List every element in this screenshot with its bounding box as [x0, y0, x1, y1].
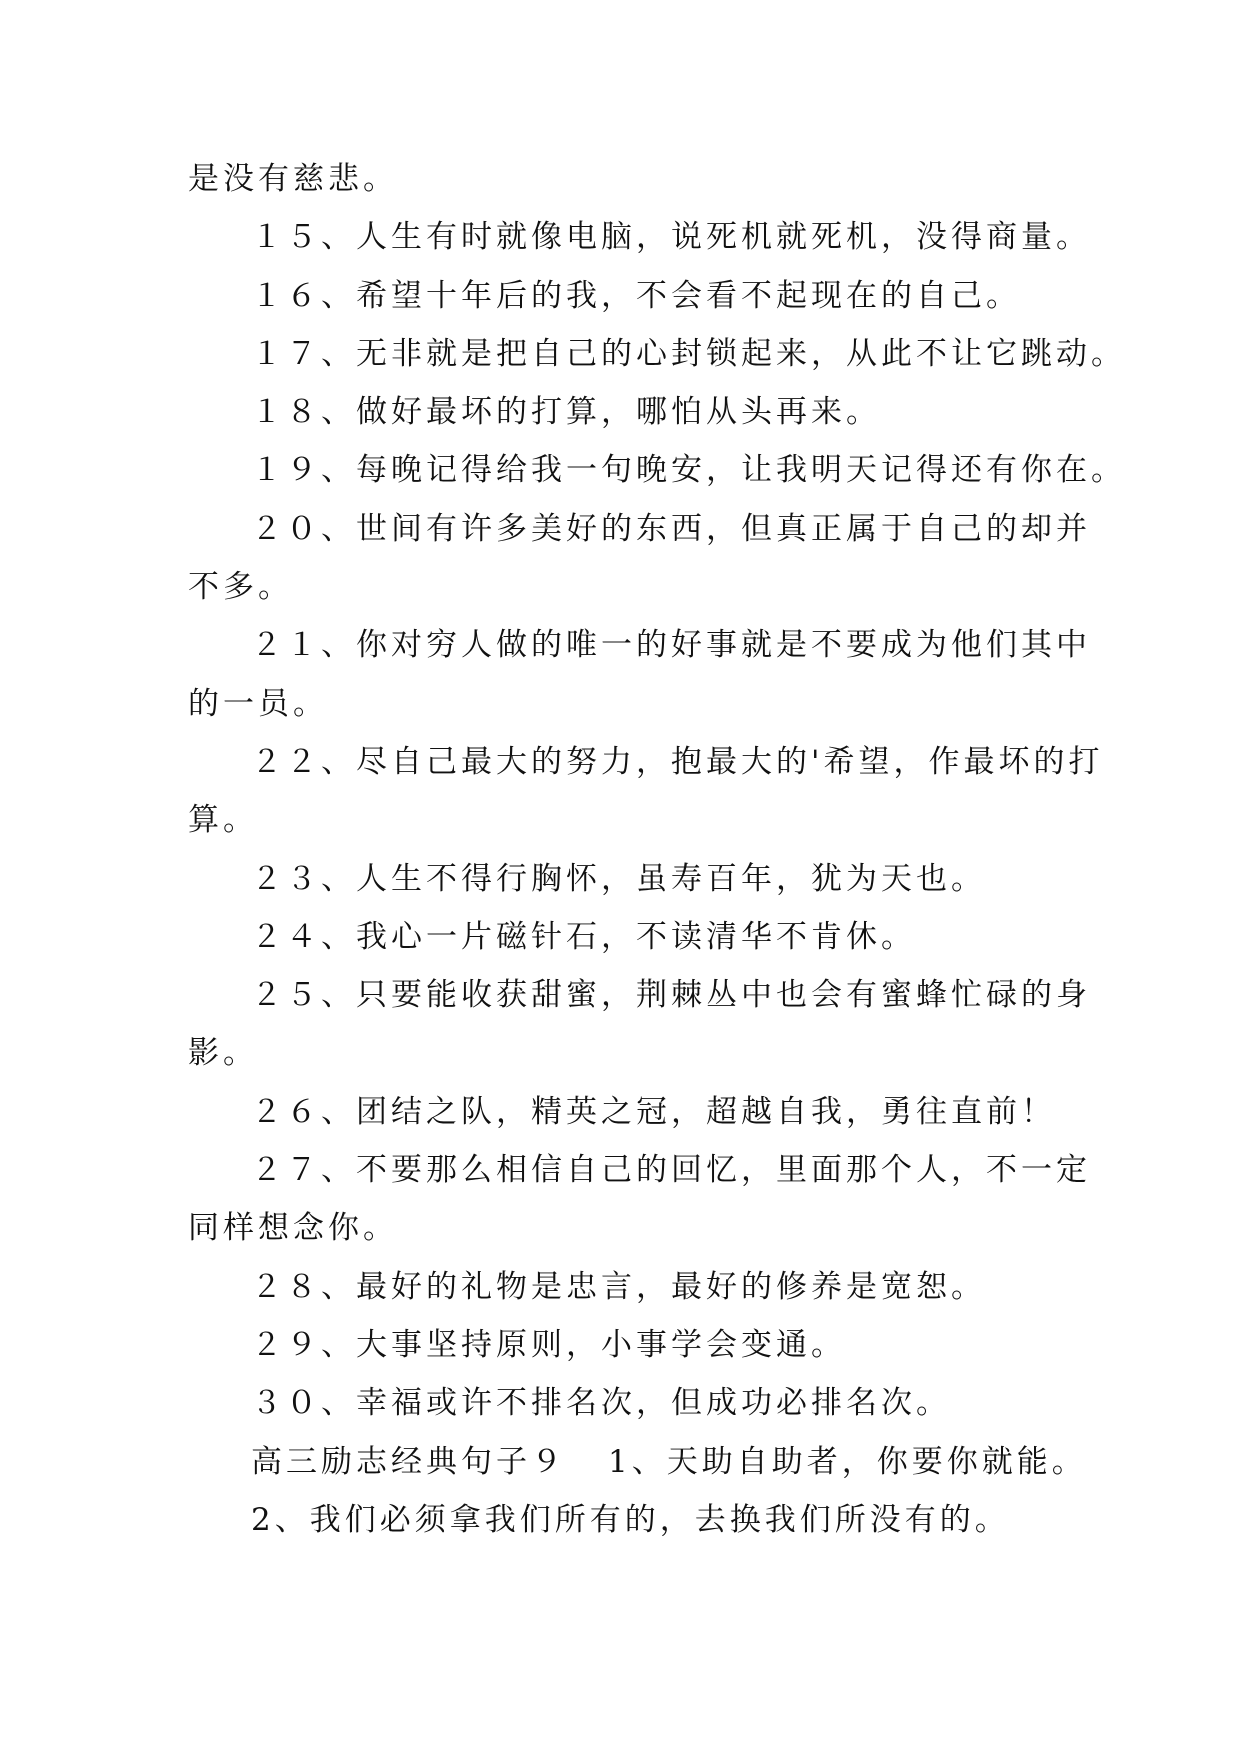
paragraph-line: ２４、我心一片磁针石，不读清华不肯休。 [251, 918, 916, 955]
paragraph-line: ２０、世间有许多美好的东西，但真正属于自己的却并 [251, 510, 1091, 547]
paragraph-line: 是没有慈悲。 [188, 161, 398, 197]
paragraph-line: ２８、最好的礼物是忠言，最好的修养是宽恕。 [251, 1268, 986, 1305]
paragraph-line: 影。 [188, 1035, 258, 1072]
paragraph-line: ２２、尽自己最大的努力，抱最大的'希望，作最坏的打 [251, 743, 1104, 780]
paragraph-line: 的一员。 [188, 685, 328, 722]
section-heading: 高三励志经典句子９ [251, 1443, 566, 1480]
paragraph-line: 同样想念你。 [188, 1210, 398, 1247]
paragraph-line: ２６、团结之队，精英之冠，超越自我，勇往直前！ [251, 1093, 1056, 1130]
paragraph-line: １７、无非就是把自己的心封锁起来，从此不让它跳动。 [251, 335, 1126, 372]
paragraph-line: ２１、你对穷人做的唯一的好事就是不要成为他们其中 [251, 627, 1091, 664]
paragraph-line: ２５、只要能收获甜蜜，荆棘丛中也会有蜜蜂忙碌的身 [251, 977, 1091, 1014]
paragraph-line: ２７、不要那么相信自己的回忆，里面那个人，不一定 [251, 1152, 1091, 1189]
document-body [188, 150, 1126, 1549]
section-line [188, 1433, 1087, 1491]
paragraph-line: ３０、幸福或许不排名次，但成功必排名次。 [251, 1385, 951, 1422]
section-first-item: 1、天助自助者，你要你就能。 [608, 1443, 1087, 1480]
paragraph-line: 算。 [188, 802, 258, 839]
paragraph-line: １９、每晚记得给我一句晚安，让我明天记得还有你在。 [251, 452, 1126, 489]
paragraph-line: ２９、大事坚持原则，小事学会变通。 [251, 1326, 846, 1363]
paragraph-line: 不多。 [188, 569, 293, 606]
paragraph-line: １６、希望十年后的我，不会看不起现在的自己。 [251, 277, 1021, 314]
paragraph-line: １８、做好最坏的打算，哪怕从头再来。 [251, 394, 881, 431]
paragraph-line: ２３、人生不得行胸怀，虽寿百年，犹为天也。 [251, 860, 986, 897]
paragraph-line: １５、人生有时就像电脑，说死机就死机，没得商量。 [251, 219, 1091, 256]
paragraph-line: 2、我们必须拿我们所有的，去换我们所没有的。 [251, 1501, 1010, 1538]
